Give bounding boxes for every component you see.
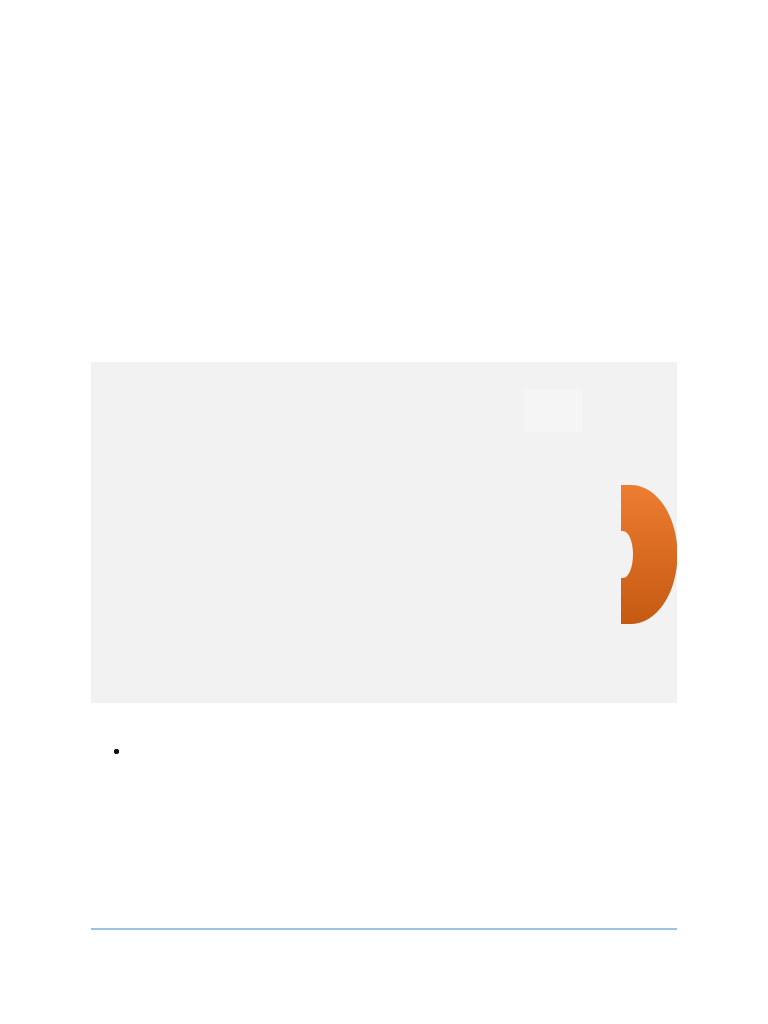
state-coma xyxy=(91,578,198,623)
state-drowsiness xyxy=(409,485,515,530)
figure-curve-connector xyxy=(91,362,677,703)
table-header-row xyxy=(91,896,677,930)
consciousness-continuum-figure xyxy=(91,362,677,703)
state-arousal xyxy=(304,485,409,530)
state-delirium xyxy=(304,578,409,623)
state-wakefulness xyxy=(198,485,304,530)
state-vegetative xyxy=(198,578,304,623)
state-stupor xyxy=(409,578,515,623)
state-confusion xyxy=(515,485,621,530)
state-consciousness xyxy=(91,485,198,530)
state-inattentiveness xyxy=(515,578,621,623)
